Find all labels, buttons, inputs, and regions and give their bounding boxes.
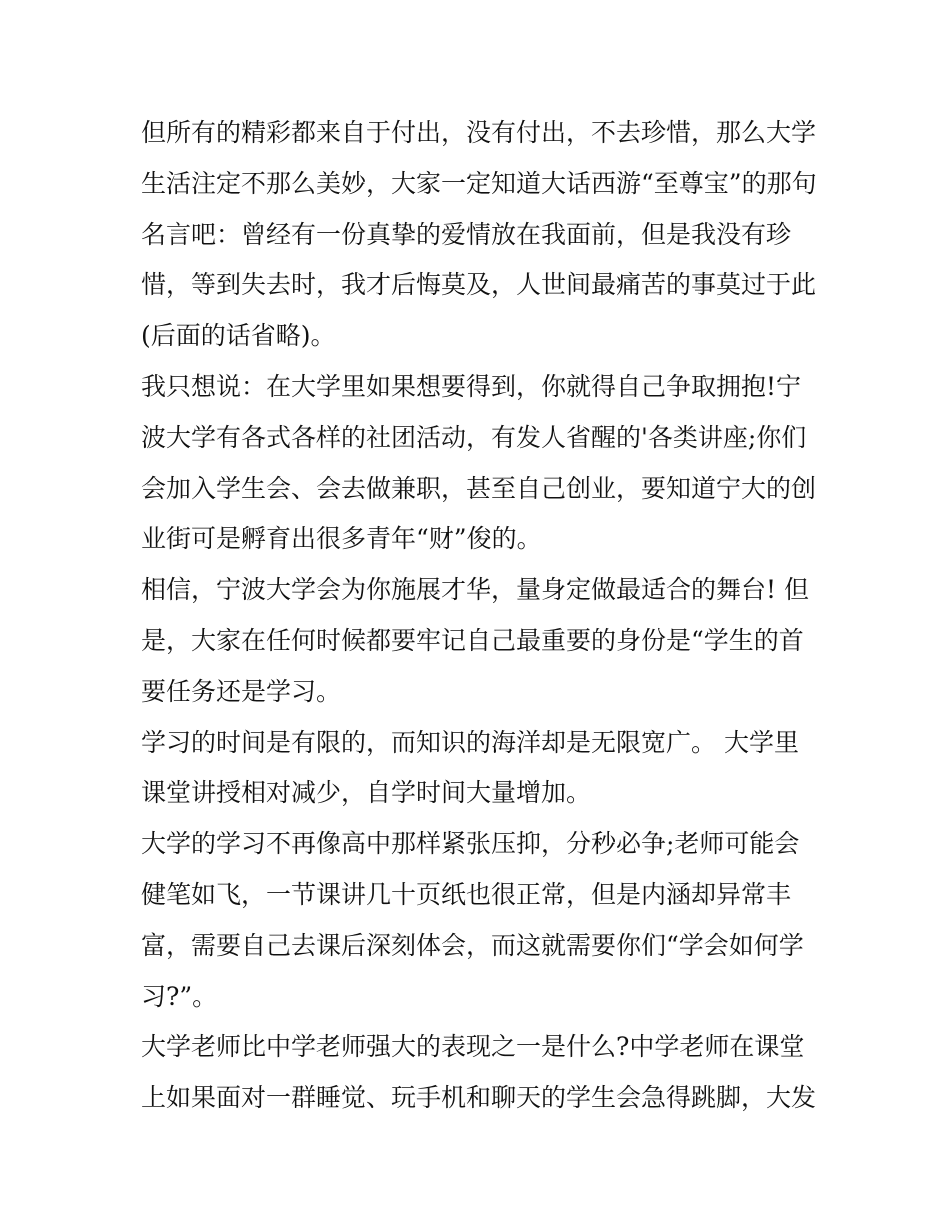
text-line: 但所有的精彩都来自于付出，没有付出，不去珍惜，那么大学 [141,118,817,147]
text-line: 要任务还是学习。 [141,676,342,706]
text-line: 健笔如飞，一节课讲几十页纸也很正常，但是内涵却异常丰 [141,879,792,909]
text-line: 惜，等到失去时，我才后悔莫及，人世间最痛苦的事莫过于此 [141,270,817,300]
text-line: 学习的时间是有限的，而知识的海洋却是无限宽广。 大学里 [141,727,799,757]
text-line: 习?”。 [141,981,218,1011]
text-line: 波大学有各式各样的社团活动，有发人省醒的'各类讲座;你们 [141,422,807,452]
text-line: 大学的学习不再像高中那样紧张压抑，分秒必争;老师可能会 [141,829,800,859]
text-line: 名言吧：曾经有一份真挚的爱情放在我面前，但是我没有珍 [141,219,792,249]
document-body [141,108,817,1124]
text-line: 生活注定不那么美妙，大家一定知道大话西游“至尊宝”的那句 [141,168,817,198]
text-line: 相信，宁波大学会为你施展才华，量身定做最适合的舞台! 但 [141,575,809,605]
text-line: 上如果面对一群睡觉、玩手机和聊天的学生会急得跳脚，大发 [141,1083,817,1113]
text-line: 业街可是孵育出很多青年“财”俊的。 [141,524,542,554]
text-line: 是，大家在任何时候都要牢记自己最重要的身份是“学生的首 [141,625,804,655]
text-line: 会加入学生会、会去做兼职，甚至自己创业，要知道宁大的创 [141,473,817,503]
text-line: (后面的话省略)。 [141,321,336,351]
text-line: 我只想说：在大学里如果想要得到，你就得自己争取拥抱!宁 [141,371,802,401]
text-line: 富，需要自己去课后深刻体会，而这就需要你们“学会如何学 [141,930,804,960]
text-line: 课堂讲授相对减少，自学时间大量增加。 [141,778,592,808]
text-line: 大学老师比中学老师强大的表现之一是什么?中学老师在课堂 [141,1032,805,1062]
